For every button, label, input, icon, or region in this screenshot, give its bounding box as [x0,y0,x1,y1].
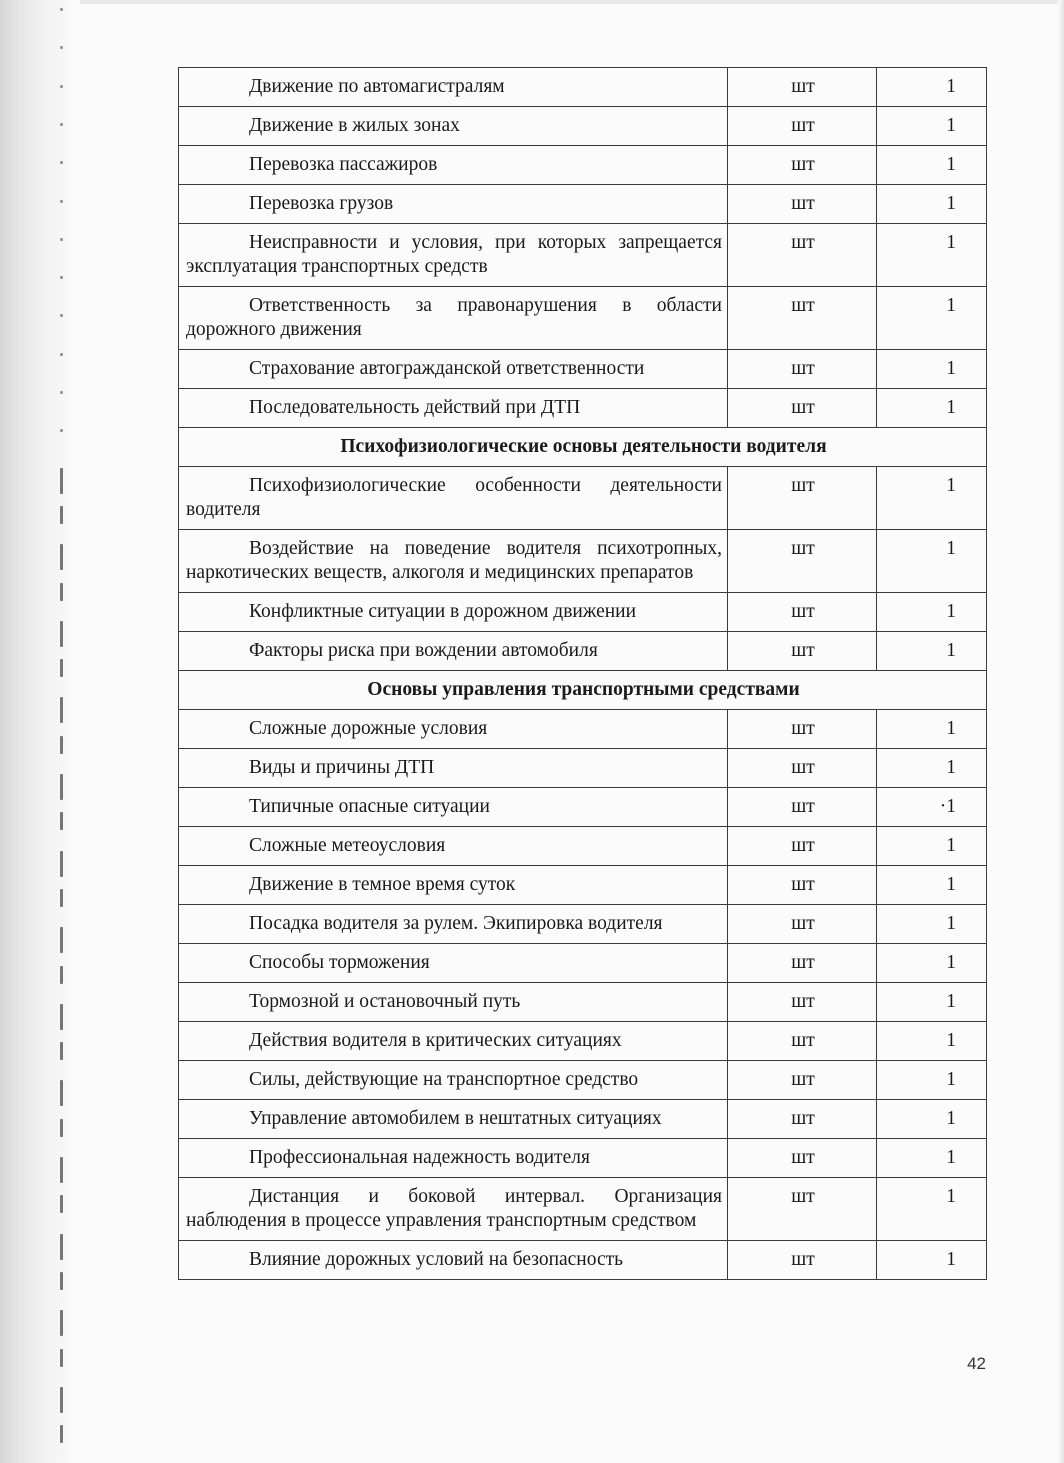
table-row [179,1022,987,1061]
table-row [179,1100,987,1139]
binding-mark [60,927,63,953]
item-name-cell: Неисправности и условия, при которых запрещается эксплуатация транспортных средств [179,224,728,287]
binding-mark [60,544,63,570]
table-row [179,287,987,350]
item-name-cell: Силы, действующие на транспортное средство [179,1061,728,1100]
binding-mark [60,1310,63,1336]
table-row [179,905,987,944]
item-name-cell: Сложные метеоусловия [179,827,728,866]
binding-mark [60,1042,63,1060]
binding-mark [60,8,63,11]
equipment-table [178,67,987,1280]
item-name-cell: Движение в темное время суток [179,866,728,905]
unit-cell: шт [728,944,877,983]
unit-cell: шт [728,467,877,530]
binding-mark [60,123,63,126]
binding-mark [60,314,63,317]
quantity-cell: 1 [877,389,987,428]
table-row [179,389,987,428]
table-row [179,467,987,530]
unit-cell: шт [728,185,877,224]
binding-mark [60,161,63,164]
item-name-cell: Влияние дорожных условий на безопасность [179,1241,728,1280]
scan-right-edge [1058,0,1064,1463]
quantity-cell: 1 [877,827,987,866]
unit-cell: шт [728,389,877,428]
table-row [179,530,987,593]
table-row [179,944,987,983]
binding-mark [60,851,63,877]
item-name-cell: Профессиональная надежность водителя [179,1139,728,1178]
item-name-cell: Тормозной и остановочный путь [179,983,728,1022]
item-name-cell: Движение по автомагистралям [179,68,728,107]
unit-cell: шт [728,287,877,350]
binding-mark [60,774,63,800]
unit-cell: шт [728,68,877,107]
unit-cell: шт [728,1139,877,1178]
quantity-cell: 1 [877,467,987,530]
table-row [179,1241,987,1280]
table-row [179,710,987,749]
binding-mark [60,1349,63,1367]
quantity-cell: 1 [877,68,987,107]
table-row [179,866,987,905]
table-row [179,632,987,671]
binding-mark [60,353,63,356]
unit-cell: шт [728,350,877,389]
binding-mark [60,1080,63,1106]
binding-mark [60,966,63,984]
quantity-cell: 1 [877,1139,987,1178]
table-row [179,788,987,827]
quantity-cell: 1 [877,350,987,389]
unit-cell: шт [728,1178,877,1241]
binding-mark [60,46,63,49]
unit-cell: шт [728,788,877,827]
item-name-cell: Управление автомобилем в нештатных ситуациях [179,1100,728,1139]
binding-mark [60,1425,63,1443]
binding-mark [60,506,63,524]
item-name-cell: Воздействие на поведение водителя психотропных, наркотических веществ, алкоголя и медицинских препаратов [179,530,728,593]
unit-cell: шт [728,710,877,749]
equipment-table-body [179,68,987,1280]
item-name-cell: Виды и причины ДТП [179,749,728,788]
binding-mark [60,812,63,830]
quantity-cell: 1 [877,530,987,593]
binding-mark [60,889,63,907]
binding-mark [60,200,63,203]
binding-mark [60,1004,63,1030]
unit-cell: шт [728,827,877,866]
binding-mark [60,736,63,754]
binding-mark [60,1119,63,1137]
quantity-cell: 1 [877,866,987,905]
binding-mark [60,1157,63,1183]
binding-mark [60,468,63,494]
binding-mark [60,276,63,279]
binding-mark [60,659,63,677]
quantity-cell: ·1 [877,788,987,827]
quantity-cell: 1 [877,107,987,146]
quantity-cell: 1 [877,593,987,632]
binding-mark [60,429,63,432]
table-row [179,224,987,287]
item-name-cell: Сложные дорожные условия [179,710,728,749]
item-name-cell: Перевозка грузов [179,185,728,224]
binding-edge [0,0,80,1463]
quantity-cell: 1 [877,632,987,671]
unit-cell: шт [728,983,877,1022]
unit-cell: шт [728,530,877,593]
unit-cell: шт [728,224,877,287]
table-row [179,68,987,107]
section-row [179,428,987,467]
table-row [179,983,987,1022]
item-name-cell: Конфликтные ситуации в дорожном движении [179,593,728,632]
scan-top-edge [80,0,1064,4]
binding-mark [60,697,63,723]
binding-mark [60,1234,63,1260]
table-row [179,593,987,632]
quantity-cell: 1 [877,1022,987,1061]
table-row [179,1178,987,1241]
quantity-cell: 1 [877,710,987,749]
table-row [179,146,987,185]
unit-cell: шт [728,593,877,632]
item-name-cell: Типичные опасные ситуации [179,788,728,827]
binding-mark [60,1195,63,1213]
binding-mark [60,1272,63,1290]
quantity-cell: 1 [877,146,987,185]
table-row [179,350,987,389]
page-number: 42 [967,1354,986,1373]
unit-cell: шт [728,1022,877,1061]
unit-cell: шт [728,1241,877,1280]
table-row [179,1061,987,1100]
item-name-cell: Способы торможения [179,944,728,983]
item-name-cell: Посадка водителя за рулем. Экипировка водителя [179,905,728,944]
quantity-cell: 1 [877,944,987,983]
quantity-cell: 1 [877,185,987,224]
item-name-cell: Последовательность действий при ДТП [179,389,728,428]
item-name-cell: Страхование автогражданской ответственности [179,350,728,389]
unit-cell: шт [728,146,877,185]
quantity-cell: 1 [877,287,987,350]
item-name-cell: Психофизиологические особенности деятельности водителя [179,467,728,530]
quantity-cell: 1 [877,983,987,1022]
unit-cell: шт [728,1061,877,1100]
binding-mark [60,1387,63,1413]
unit-cell: шт [728,1100,877,1139]
table-row [179,749,987,788]
quantity-cell: 1 [877,224,987,287]
unit-cell: шт [728,107,877,146]
table-row [179,1139,987,1178]
binding-mark [60,85,63,88]
quantity-cell: 1 [877,1241,987,1280]
table-row [179,185,987,224]
quantity-cell: 1 [877,1061,987,1100]
section-row [179,671,987,710]
unit-cell: шт [728,749,877,788]
item-name-cell: Действия водителя в критических ситуациях [179,1022,728,1061]
binding-mark [60,621,63,647]
item-name-cell: Факторы риска при вождении автомобиля [179,632,728,671]
binding-mark [60,238,63,241]
section-heading: Психофизиологические основы деятельности водителя [179,428,987,467]
item-name-cell: Ответственность за правонарушения в области дорожного движения [179,287,728,350]
quantity-cell: 1 [877,749,987,788]
unit-cell: шт [728,905,877,944]
unit-cell: шт [728,866,877,905]
table-row [179,107,987,146]
item-name-cell: Движение в жилых зонах [179,107,728,146]
quantity-cell: 1 [877,905,987,944]
quantity-cell: 1 [877,1100,987,1139]
binding-mark [60,391,63,394]
table-row [179,827,987,866]
section-heading: Основы управления транспортными средствами [179,671,987,710]
quantity-cell: 1 [877,1178,987,1241]
binding-mark [60,583,63,601]
unit-cell: шт [728,632,877,671]
item-name-cell: Перевозка пассажиров [179,146,728,185]
item-name-cell: Дистанция и боковой интервал. Организация наблюдения в процессе управления транспортным средством [179,1178,728,1241]
